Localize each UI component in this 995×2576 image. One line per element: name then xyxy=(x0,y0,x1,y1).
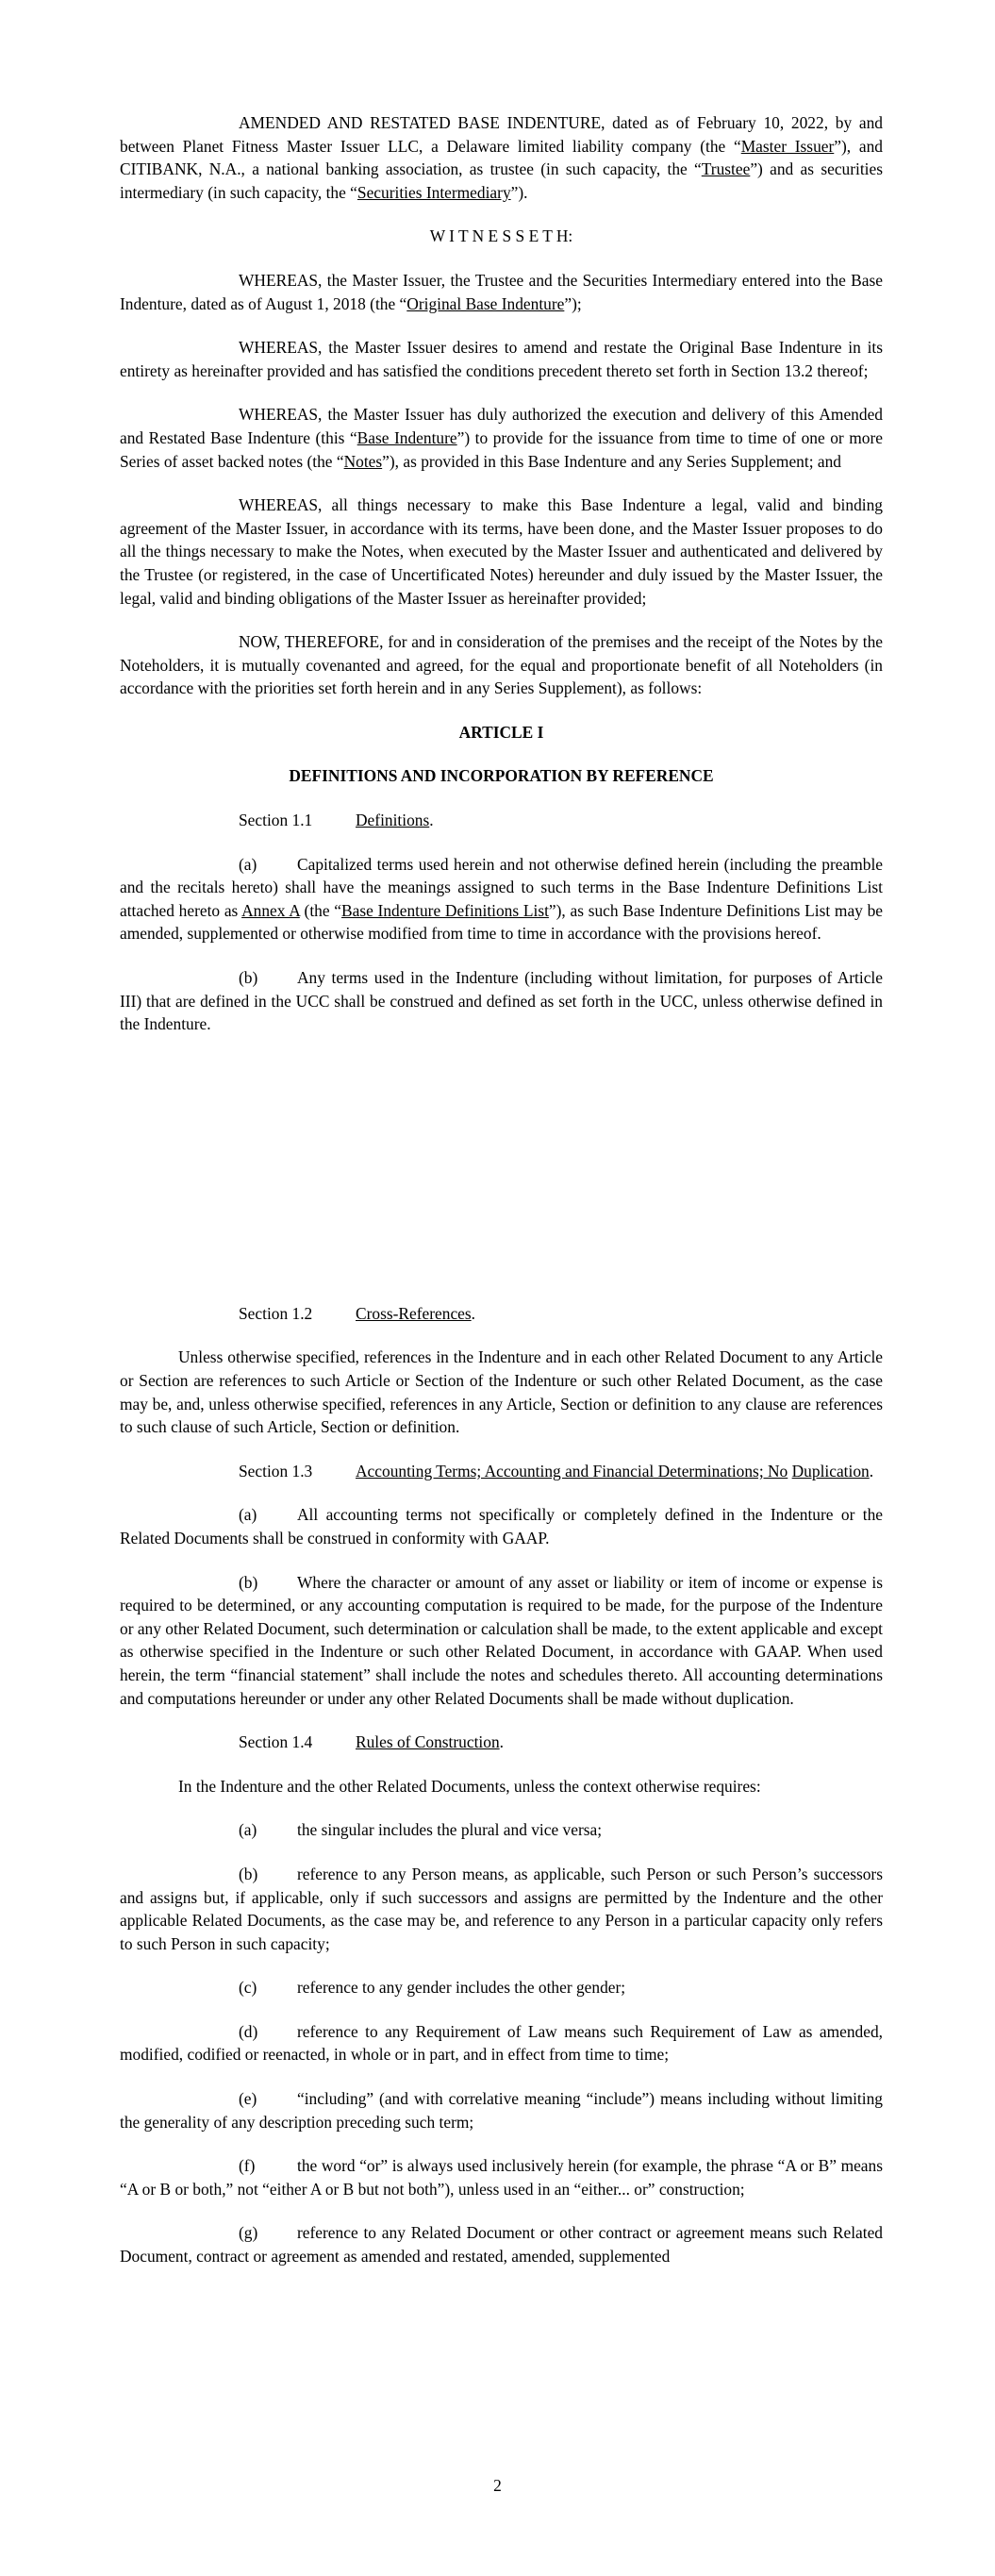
section-1-2-heading: Section 1.2 Cross-References. xyxy=(239,1303,476,1323)
whereas-paragraph-4: WHEREAS, all things necessary to make this Base Indenture a legal, valid and binding agreement of the Master Issuer, in accordance with its terms, have been done, and the Master Issuer proposes to do all the things necessary to make the Notes, when executed by the Master Issuer and authenticated and delivered by the Trustee (or registered, in the case of Uncertificated Notes) hereunder and duly issued by the Master Issuer, the legal, valid and binding obligations of the Master Issuer as hereinafter provided; xyxy=(120,495,883,608)
witnesseth-heading: W I T N E S S E T H: xyxy=(429,226,573,246)
intro-paragraph: AMENDED AND RESTATED BASE INDENTURE, dated as of February 10, 2022, by and between Planet Fitness Master Issuer LLC, a Delaware limited liability company (the “Master Issuer”), and CITIBANK, N.A., a national banking association, as trustee (in such capacity, the “Trustee”) and as securities intermediary (in such capacity, the “Securities Intermediary”). xyxy=(120,113,884,202)
section-1-4-clause-c: (c) reference to any gender includes the other gender; xyxy=(239,1978,626,1998)
article-subtitle: DEFINITIONS AND INCORPORATION BY REFERENCE xyxy=(289,766,714,786)
page-number: 2 xyxy=(493,2476,502,2495)
document-page xyxy=(120,111,883,2268)
whereas-paragraph-2: WHEREAS, the Master Issuer desires to amend and restate the Original Base Indenture in its entirety as hereinafter provided and has satisfied the conditions precedent thereto set forth in Section 13.2 thereof; xyxy=(120,338,883,380)
section-1-4-clause-d: (d) reference to any Requirement of Law means such Requirement of Law as amended, modified, codified or reenacted, in whole or in part, and in effect from time to time; xyxy=(120,2021,883,2065)
section-1-4-clause-a: (a) the singular includes the plural and vice versa; xyxy=(239,1820,603,1840)
section-1-2-body: Unless otherwise specified, references in the Indenture and in each other Related Document to any Article or Section are references to such Article or Section of the Indenture or such other Related Document, as the case may be, and, unless otherwise specified, references in any Article, Section or definition to any clause are references to such clause of such Article, Section or definition. xyxy=(120,1347,883,1437)
section-1-3-clause-a: (a) All accounting terms not specifically or completely defined in the Indenture or the Related Documents shall be construed in conformity with GAAP. xyxy=(120,1505,883,1547)
section-1-1-heading: Section 1.1 Definitions. xyxy=(239,811,434,830)
section-1-3-clause-b: (b) Where the character or amount of any asset or liability or item of income or expense is required to be determined, or any accounting computation is required to be made, for the purpose of the Indenture or any other Related Document, such determination or calculation shall be made, to the extent applicable and except as otherwise specified in the Indenture or such other Related Document, in accordance with GAAP. When used herein, the term “financial statement” shall include the notes and schedules thereto. All accounting determinations and computations hereunder or under any other Related Documents shall be made without duplication. xyxy=(120,1572,883,1708)
section-1-4-clause-e: (e) “including” (and with correlative meaning “include”) means including without limiting the generality of any description preceding such term; xyxy=(120,2089,883,2132)
section-1-4-intro: In the Indenture and the other Related Documents, unless the context otherwise requires: xyxy=(178,1776,761,1796)
now-therefore-paragraph: NOW, THEREFORE, for and in consideration of the premises and the receipt of the Notes by the Noteholders, it is mutually covenanted and agreed, for the equal and proportionate benefit of all Noteholders (in accordance with the priorities set forth herein and in any Series Supplement), as follows: xyxy=(120,632,883,698)
section-1-1-clause-a: (a) Capitalized terms used herein and not otherwise defined herein (including the preamble and the recitals hereto) shall have the meanings assigned to such terms in the Base Indenture Definitions List attached hereto as Annex A (the “Base Indenture Definitions List”), as such Base Indenture Definitions List may be amended, supplemented or otherwise modified from time to time in accordance with the provisions hereof. xyxy=(120,854,883,944)
section-1-4-heading: Section 1.4 Rules of Construction. xyxy=(239,1732,505,1752)
whereas-paragraph-3: WHEREAS, the Master Issuer has duly authorized the execution and delivery of this Amended and Restated Base Indenture (this “Base Indenture”) to provide for the issuance from time to time of one or more Series of asset backed notes (the “Notes”), as provided in this Base Indenture and any Series Supplement; and xyxy=(120,405,883,471)
section-1-3-heading: Section 1.3 Accounting Terms; Accounting and Financial Determinations; No Duplication. xyxy=(239,1461,874,1480)
section-1-1-clause-b: (b) Any terms used in the Indenture (including without limitation, for purposes of Article III) that are defined in the UCC shall be construed and defined as set forth in the UCC, unless otherwise defined in the Indenture. xyxy=(120,968,883,1034)
section-1-4-clause-f: (f) the word “or” is always used inclusively herein (for example, the phrase “A or B” means “A or B or both,” not “either A or B but not both”), unless used in an “either... or” construction; xyxy=(120,2156,883,2199)
section-1-4-clause-g: (g) reference to any Related Document or other contract or agreement means such Related Document, contract or agreement as amended and restated, amended, supplemented xyxy=(120,2223,883,2267)
article-title: ARTICLE I xyxy=(458,722,544,742)
section-1-4-clause-b: (b) reference to any Person means, as applicable, such Person or such Person’s successors and assigns but, if applicable, only if such successors and assigns are permitted by the Indenture and the other applicable Related Documents, as the case may be, and reference to any Person in a particular capacity only refers to such Person in such capacity; xyxy=(120,1864,883,1953)
whereas-paragraph-1: WHEREAS, the Master Issuer, the Trustee and the Securities Intermediary entered into the Base Indenture, dated as of August 1, 2018 (the “Original Base Indenture”); xyxy=(120,270,883,313)
